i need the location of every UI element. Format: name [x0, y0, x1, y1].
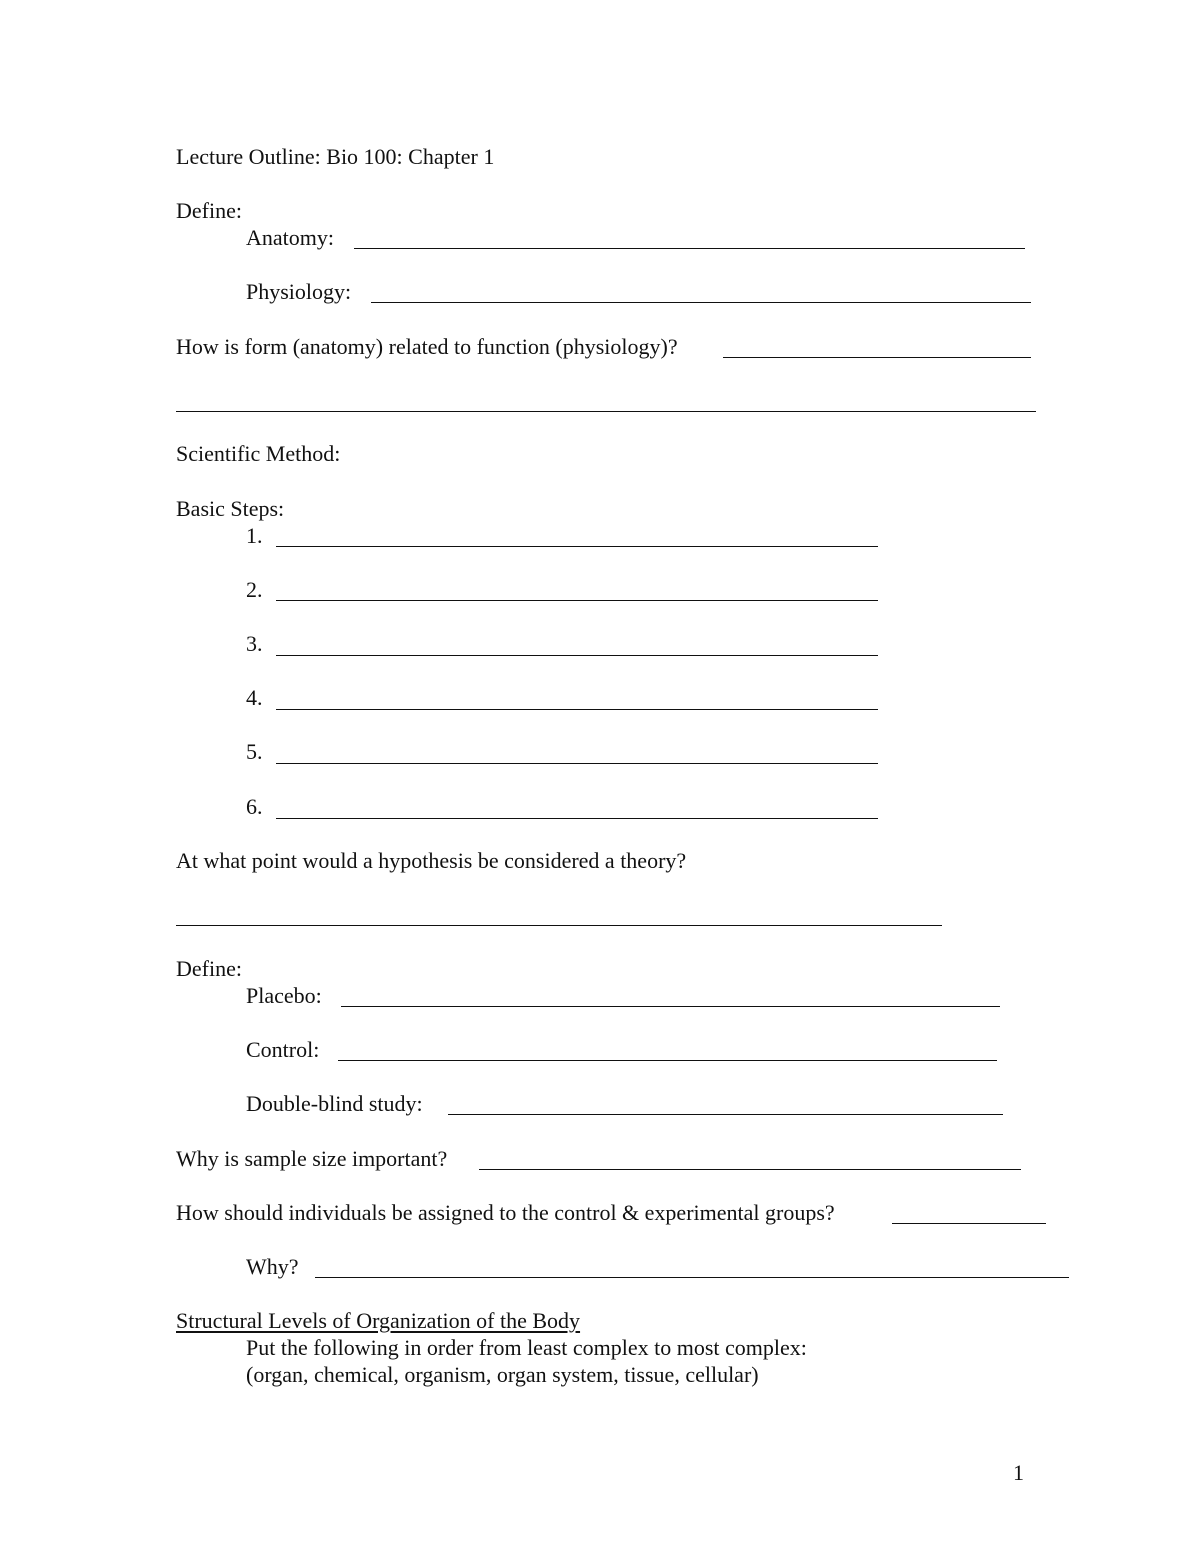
scientific-method-heading: Scientific Method:	[176, 441, 341, 466]
step-number: 3.	[246, 631, 263, 656]
basic-steps-heading: Basic Steps:	[176, 496, 285, 521]
step-number: 4.	[246, 685, 263, 710]
form-function-question: How is form (anatomy) related to function (physiology)?	[176, 334, 678, 359]
structural-levels-instruction: Put the following in order from least complex to most complex:	[246, 1335, 807, 1360]
double-blind-answer-line[interactable]	[448, 1114, 1003, 1115]
hypothesis-question: At what point would a hypothesis be considered a theory?	[176, 848, 687, 873]
step-answer-line[interactable]	[276, 763, 878, 764]
define-heading-2: Define:	[176, 956, 242, 981]
step-number: 6.	[246, 794, 263, 819]
control-answer-line[interactable]	[338, 1060, 997, 1061]
define-heading: Define:	[176, 198, 242, 223]
step-answer-line[interactable]	[276, 818, 878, 819]
assignment-answer-line[interactable]	[892, 1223, 1046, 1224]
placebo-answer-line[interactable]	[341, 1006, 1000, 1007]
form-function-answer-line[interactable]	[723, 357, 1031, 358]
page-number: 1	[1013, 1460, 1024, 1485]
structural-levels-items: (organ, chemical, organism, organ system, tissue, cellular)	[246, 1362, 759, 1387]
double-blind-label: Double-blind study:	[246, 1091, 423, 1116]
step-answer-line[interactable]	[276, 546, 878, 547]
sample-size-answer-line[interactable]	[479, 1169, 1021, 1170]
assignment-question: How should individuals be assigned to the control & experimental groups?	[176, 1200, 835, 1225]
why-answer-line[interactable]	[315, 1277, 1069, 1278]
sample-size-question: Why is sample size important?	[176, 1146, 448, 1171]
control-label: Control:	[246, 1037, 320, 1062]
step-number: 2.	[246, 577, 263, 602]
page-title: Lecture Outline: Bio 100: Chapter 1	[176, 144, 495, 169]
why-label: Why?	[246, 1254, 299, 1279]
anatomy-answer-line[interactable]	[354, 248, 1025, 249]
step-answer-line[interactable]	[276, 655, 878, 656]
step-number: 1.	[246, 523, 263, 548]
physiology-label: Physiology:	[246, 279, 352, 304]
hypothesis-answer-line[interactable]	[176, 925, 942, 926]
structural-levels-heading: Structural Levels of Organization of the Body	[176, 1308, 581, 1333]
anatomy-label: Anatomy:	[246, 225, 334, 250]
physiology-answer-line[interactable]	[371, 302, 1031, 303]
step-number: 5.	[246, 739, 263, 764]
step-answer-line[interactable]	[276, 709, 878, 710]
placebo-label: Placebo:	[246, 983, 322, 1008]
step-answer-line[interactable]	[276, 600, 878, 601]
form-function-answer-line-2[interactable]	[176, 411, 1036, 412]
